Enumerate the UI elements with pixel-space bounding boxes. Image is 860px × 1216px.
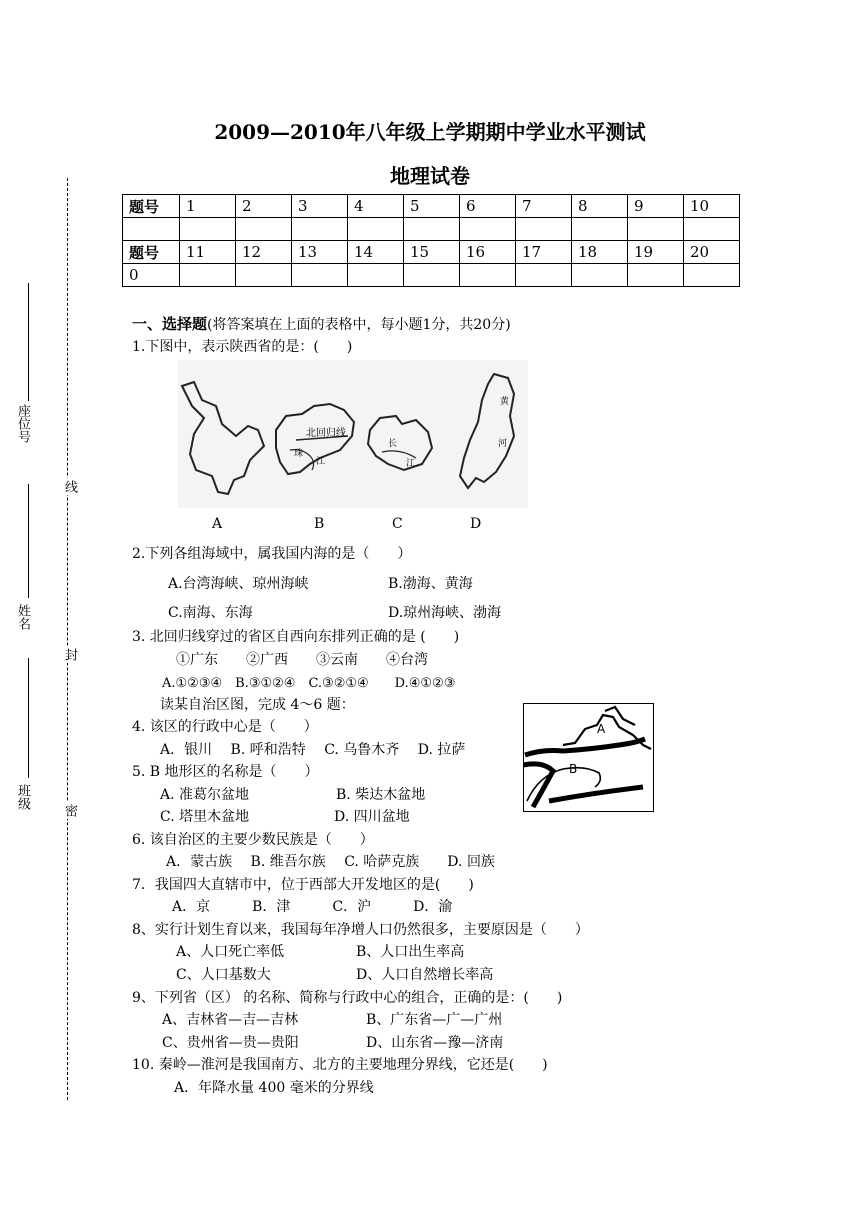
answer-cell-first: 0 bbox=[123, 264, 180, 287]
label-huang: 黄 bbox=[500, 397, 510, 407]
map-label-b: B bbox=[569, 762, 578, 776]
table-row-answers2 bbox=[123, 264, 740, 287]
q9-option-d: D、山东省—豫—济南 bbox=[366, 1035, 504, 1051]
seal-char-feng: 封 bbox=[62, 648, 77, 661]
answer-cell[interactable] bbox=[292, 264, 348, 287]
q7-options: A．京 B．津 C．沪 D．渝 bbox=[172, 899, 453, 915]
q5-option-b: B. 柴达木盆地 bbox=[336, 787, 426, 803]
q3-options: A.①②③④ B.③①②④ C.③②①④ D.④①②③ bbox=[162, 676, 456, 691]
q1-option-d: D bbox=[470, 516, 482, 532]
answer-cell[interactable] bbox=[572, 264, 628, 287]
q2-option-c: C.南海、东海 bbox=[168, 605, 253, 621]
q1-option-b: B bbox=[314, 516, 325, 532]
table-row-answers1 bbox=[123, 218, 740, 241]
class-label: 班级 bbox=[15, 784, 30, 810]
label-zhu: 珠 bbox=[294, 449, 304, 459]
question-number: 1 bbox=[180, 195, 236, 218]
q4-options: A．银川 B. 呼和浩特 C. 乌鲁木齐 D. 拉萨 bbox=[160, 742, 466, 758]
q9-text: 9、下列省（区） 的名称、简称与行政中心的组合，正确的是：( ) bbox=[132, 990, 563, 1006]
label-he: 河 bbox=[498, 439, 508, 449]
exam-title: 2009—2010年八年级上学期期中学业水平测试 bbox=[214, 120, 646, 144]
q4-text: 4. 该区的行政中心是（ ） bbox=[132, 719, 318, 735]
table-header-label: 题号 bbox=[123, 241, 180, 264]
answer-cell[interactable] bbox=[460, 264, 516, 287]
answer-cell[interactable] bbox=[292, 218, 348, 241]
answer-cell[interactable] bbox=[572, 218, 628, 241]
answer-cell[interactable] bbox=[684, 218, 740, 241]
label-jiang-b: 江 bbox=[316, 457, 326, 467]
label-tropic: 北回归线 bbox=[306, 428, 346, 439]
seat-number-field[interactable] bbox=[28, 283, 29, 401]
q5-option-a: A. 准葛尔盆地 bbox=[160, 787, 250, 803]
question-number: 7 bbox=[516, 195, 572, 218]
q6-options: A．蒙古族 B. 维吾尔族 C. 哈萨克族 D. 回族 bbox=[166, 854, 495, 870]
q10-text: 10. 秦岭—淮河是我国南方、北方的主要地理分界线，它还是( ) bbox=[132, 1057, 548, 1073]
answer-table bbox=[122, 194, 740, 287]
answer-cell[interactable] bbox=[628, 218, 684, 241]
q5-text: 5. B 地形区的名称是（ ） bbox=[132, 764, 319, 780]
question-number: 12 bbox=[236, 241, 292, 264]
answer-cell bbox=[123, 218, 180, 241]
q2-option-d: D.琼州海峡、渤海 bbox=[388, 605, 502, 621]
question-number: 19 bbox=[628, 241, 684, 264]
q1-option-a: A bbox=[212, 516, 223, 532]
region-map bbox=[523, 703, 654, 812]
q2-option-b: B.渤海、黄海 bbox=[388, 576, 473, 592]
q8-option-d: D、人口自然增长率高 bbox=[356, 967, 494, 983]
q6-text: 6. 该自治区的主要少数民族是（ ） bbox=[132, 832, 374, 848]
q8-option-a: A、人口死亡率低 bbox=[176, 944, 285, 960]
q5-option-c: C. 塔里木盆地 bbox=[160, 809, 250, 825]
answer-cell[interactable] bbox=[460, 218, 516, 241]
q1-province-maps bbox=[178, 360, 528, 508]
table-header-label: 题号 bbox=[123, 195, 180, 218]
name-field[interactable] bbox=[28, 484, 29, 598]
question-number: 14 bbox=[348, 241, 404, 264]
q8-option-b: B、人口出生率高 bbox=[356, 944, 465, 960]
q8-text: 8、实行计划生育以来，我国每年净增人口仍然很多，主要原因是（ ） bbox=[132, 922, 589, 938]
question-number: 13 bbox=[292, 241, 348, 264]
answer-cell[interactable] bbox=[348, 218, 404, 241]
answer-cell[interactable] bbox=[236, 218, 292, 241]
seal-dashed-line bbox=[67, 178, 68, 1100]
question-number: 11 bbox=[180, 241, 236, 264]
question-number: 20 bbox=[684, 241, 740, 264]
q1-text: 1.下图中，表示陕西省的是：( ) bbox=[132, 339, 353, 355]
answer-cell[interactable] bbox=[180, 218, 236, 241]
seal-char-mi: 密 bbox=[62, 804, 77, 817]
name-label: 姓名 bbox=[15, 604, 30, 630]
answer-cell[interactable] bbox=[628, 264, 684, 287]
answer-cell[interactable] bbox=[516, 218, 572, 241]
q7-text: 7．我国四大直辖市中，位于西部大开发地区的是( ) bbox=[132, 877, 474, 893]
label-chang: 长 bbox=[388, 439, 398, 449]
table-row-header2 bbox=[123, 241, 740, 264]
question-number: 16 bbox=[460, 241, 516, 264]
read-map-prompt: 读某自治区图，完成 4～6 题： bbox=[160, 697, 355, 713]
question-number: 10 bbox=[684, 195, 740, 218]
question-number: 4 bbox=[348, 195, 404, 218]
answer-cell[interactable] bbox=[236, 264, 292, 287]
q2-text: 2.下列各组海域中，属我国内海的是（ ） bbox=[132, 546, 412, 562]
class-field[interactable] bbox=[28, 658, 29, 778]
question-number: 18 bbox=[572, 241, 628, 264]
q3-items: ①广东 ②广西 ③云南 ④台湾 bbox=[176, 652, 428, 668]
q1-option-c: C bbox=[392, 516, 403, 532]
question-number: 2 bbox=[236, 195, 292, 218]
question-number: 15 bbox=[404, 241, 460, 264]
answer-cell[interactable] bbox=[404, 218, 460, 241]
q9-option-b: B、广东省—广—广州 bbox=[366, 1012, 503, 1028]
seat-number-label: 座位号 bbox=[15, 404, 30, 443]
section-heading bbox=[132, 313, 511, 334]
answer-cell[interactable] bbox=[404, 264, 460, 287]
question-number: 8 bbox=[572, 195, 628, 218]
q9-option-a: A、吉林省—吉—吉林 bbox=[162, 1012, 299, 1028]
q9-option-c: C、贵州省—贵—贵阳 bbox=[162, 1035, 299, 1051]
question-number: 9 bbox=[628, 195, 684, 218]
question-number: 17 bbox=[516, 241, 572, 264]
q2-option-a: A.台湾海峡、琼州海峡 bbox=[168, 576, 309, 592]
answer-cell[interactable] bbox=[348, 264, 404, 287]
answer-cell[interactable] bbox=[684, 264, 740, 287]
exam-subtitle: 地理试卷 bbox=[390, 164, 470, 188]
question-number: 3 bbox=[292, 195, 348, 218]
label-jiang-c: 江 bbox=[406, 459, 416, 469]
answer-cell[interactable] bbox=[516, 264, 572, 287]
q10-option-a: A．年降水量 400 毫米的分界线 bbox=[174, 1080, 374, 1096]
q8-option-c: C、人口基数大 bbox=[176, 967, 271, 983]
seal-char-xian: 线 bbox=[62, 480, 77, 493]
q5-option-d: D. 四川盆地 bbox=[334, 809, 410, 825]
answer-cell[interactable] bbox=[180, 264, 236, 287]
table-row-header1 bbox=[123, 195, 740, 218]
section-note: (将答案填在上面的表格中，每小题1分，共20分) bbox=[207, 317, 511, 333]
question-number: 5 bbox=[404, 195, 460, 218]
map-label-a: A bbox=[597, 722, 606, 736]
q3-text: 3. 北回归线穿过的省区自西向东排列正确的是 ( ) bbox=[132, 629, 460, 645]
section-title: 一、选择题 bbox=[132, 315, 208, 333]
question-number: 6 bbox=[460, 195, 516, 218]
